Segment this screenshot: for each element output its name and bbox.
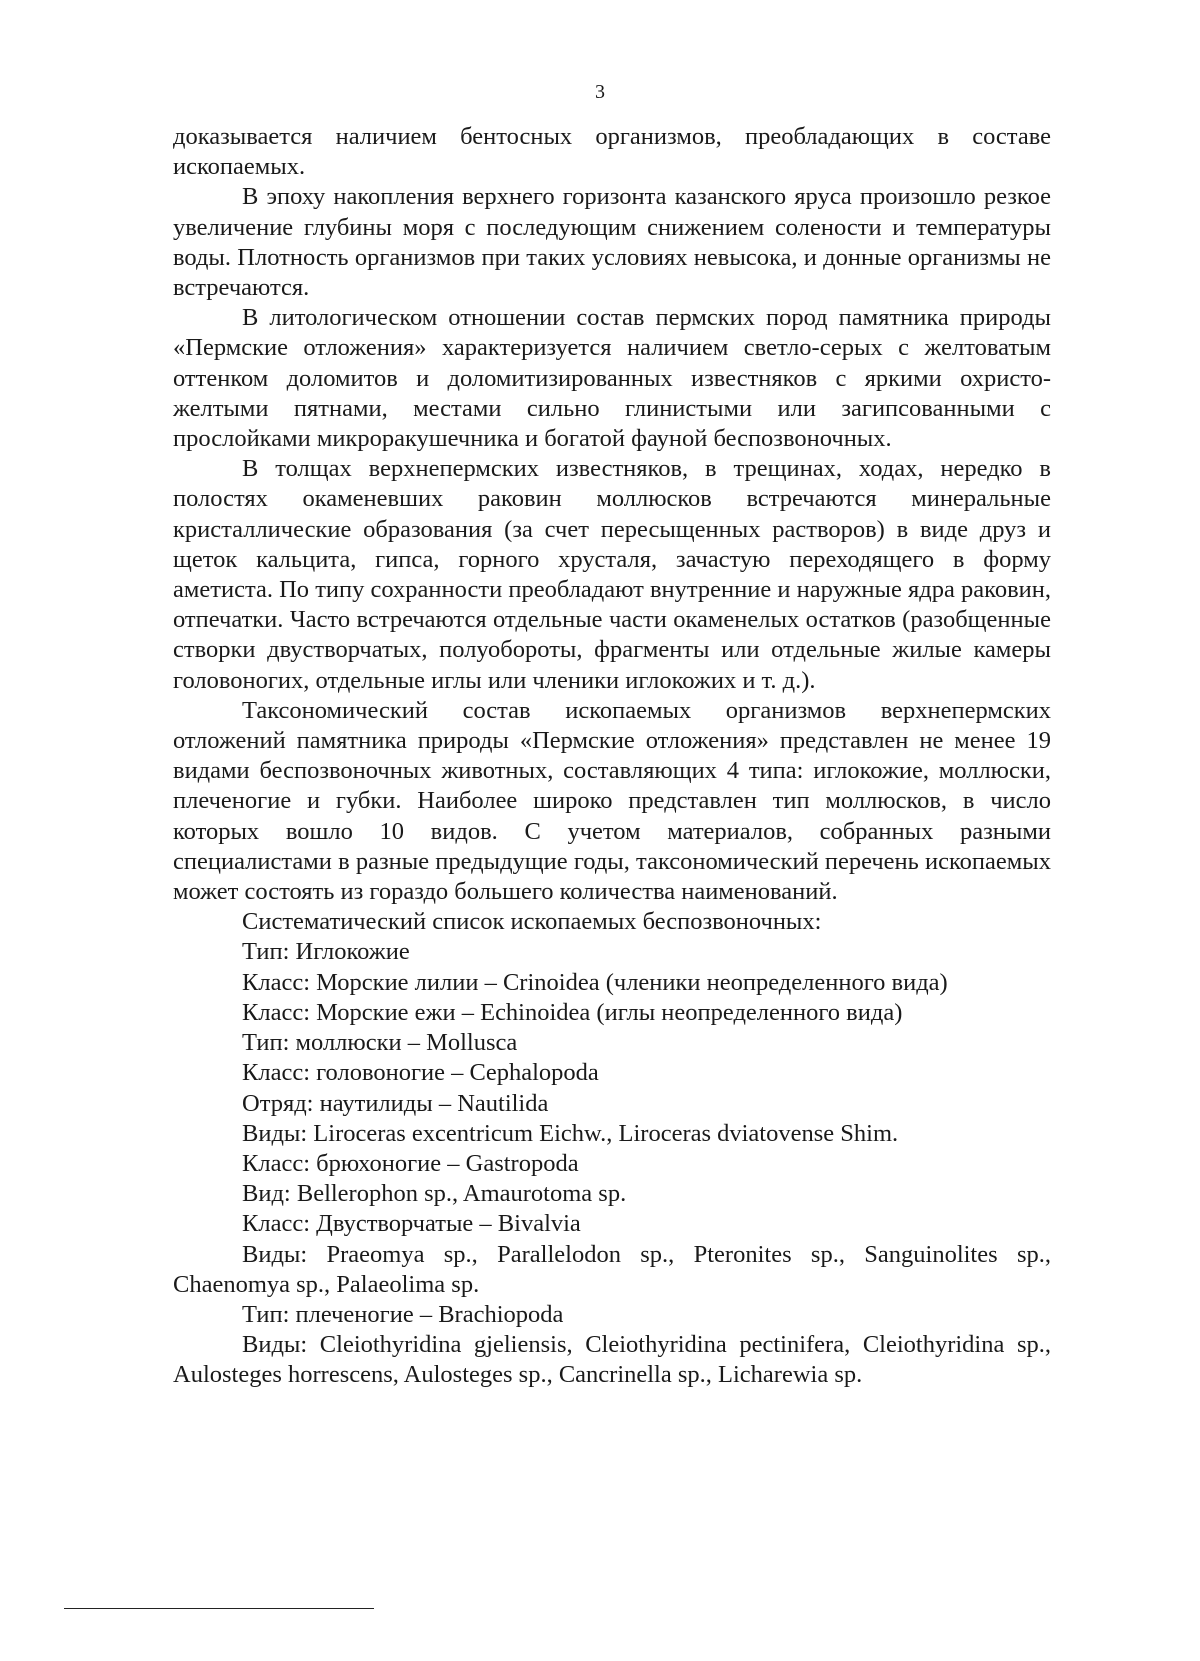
paragraph: Таксономический состав ископаемых организмов верхнепермских отложений памятника природы «Пермские отложения» представлен не менее 19 видами беспозвоночных животных, составляющих 4 типа: иглокожие, моллюски, плеченогие и губки. Наиболее широко представлен тип моллюсков, в число которых вошло 10 видов. С учетом материалов, собранных разными специалистами в разные предыдущие годы, таксономический перечень ископаемых может состоять из гораздо большего количества наименований. [173, 696, 1051, 906]
list-item: Тип: плеченогие – Brachiopoda [242, 1300, 564, 1328]
list-item: Виды: Cleiothyridina gjeliensis, Cleiothyridina pectinifera, Cleiothyridina sp., Aulosteges horrescens, Aulosteges sp., Cancrinella sp., Licharewia sp. [173, 1331, 1051, 1389]
list-item: Отряд: наутилиды – Nautilida [242, 1089, 549, 1117]
list-item: Тип: Иглокожие [242, 938, 410, 966]
list-item: Класс: Морские ежи – Echinoidea (иглы неопределенного вида) [242, 998, 903, 1026]
list-item: Класс: Двустворчатые – Bivalvia [242, 1210, 581, 1238]
paragraph: В эпоху накопления верхнего горизонта казанского яруса произошло резкое увеличение глубины моря с последующим снижением солености и температуры воды. Плотность организмов при таких условиях невысока, и донные организмы не встречаются. [173, 183, 1051, 302]
footnote-rule [64, 1608, 374, 1609]
paragraph: В литологическом отношении состав пермских пород памятника природы «Пермские отложения» характеризуется наличием светло-серых с желтоватым оттенком доломитов и доломитизированных известняков с яркими охристо-желтыми пятнами, местами сильно глинистыми или загипсованными с прослойками микроракушечника и богатой фауной беспозвоночных. [173, 304, 1051, 453]
list-item: Класс: Морские лилии – Crinoidea (членики неопределенного вида) [242, 968, 948, 996]
page-number: 3 [595, 81, 605, 103]
list-item: Виды: Praeomya sp., Parallelodon sp., Pteronites sp., Sanguinolites sp., Chaenomya sp., Palaeolima sp. [173, 1240, 1051, 1298]
body-text [173, 122, 1051, 1391]
list-item: Класс: головоногие – Cephalopoda [242, 1059, 599, 1087]
list-item: Виды: Liroceras excentricum Eichw., Liroceras dviatovense Shim. [242, 1119, 899, 1147]
list-heading: Систематический список ископаемых беспозвоночных: [242, 908, 822, 936]
list-item: Вид: Bellerophon sp., Amaurotoma sp. [242, 1180, 627, 1208]
paragraph-continuation: доказывается наличием бентосных организмов, преобладающих в составе ископаемых. [173, 123, 1051, 181]
list-item: Класс: брюхоногие – Gastropoda [242, 1149, 579, 1177]
list-item: Тип: моллюски – Mollusca [242, 1029, 518, 1057]
paragraph: В толщах верхнепермских известняков, в трещинах, ходах, нередко в полостях окаменевших раковин моллюсков встречаются минеральные кристаллические образования (за счет пересыщенных растворов) в виде друз и щеток кальцита, гипса, горного хрусталя, зачастую переходящего в форму аметиста. По типу сохранности преобладают внутренние и наружные ядра раковин, отпечатки. Часто встречаются отдельные части окаменелых остатков (разобщенные створки двустворчатых, полуобороты, фрагменты или отдельные жилые камеры головоногих, отдельные иглы или членики иглокожих и т. д.). [173, 455, 1051, 694]
